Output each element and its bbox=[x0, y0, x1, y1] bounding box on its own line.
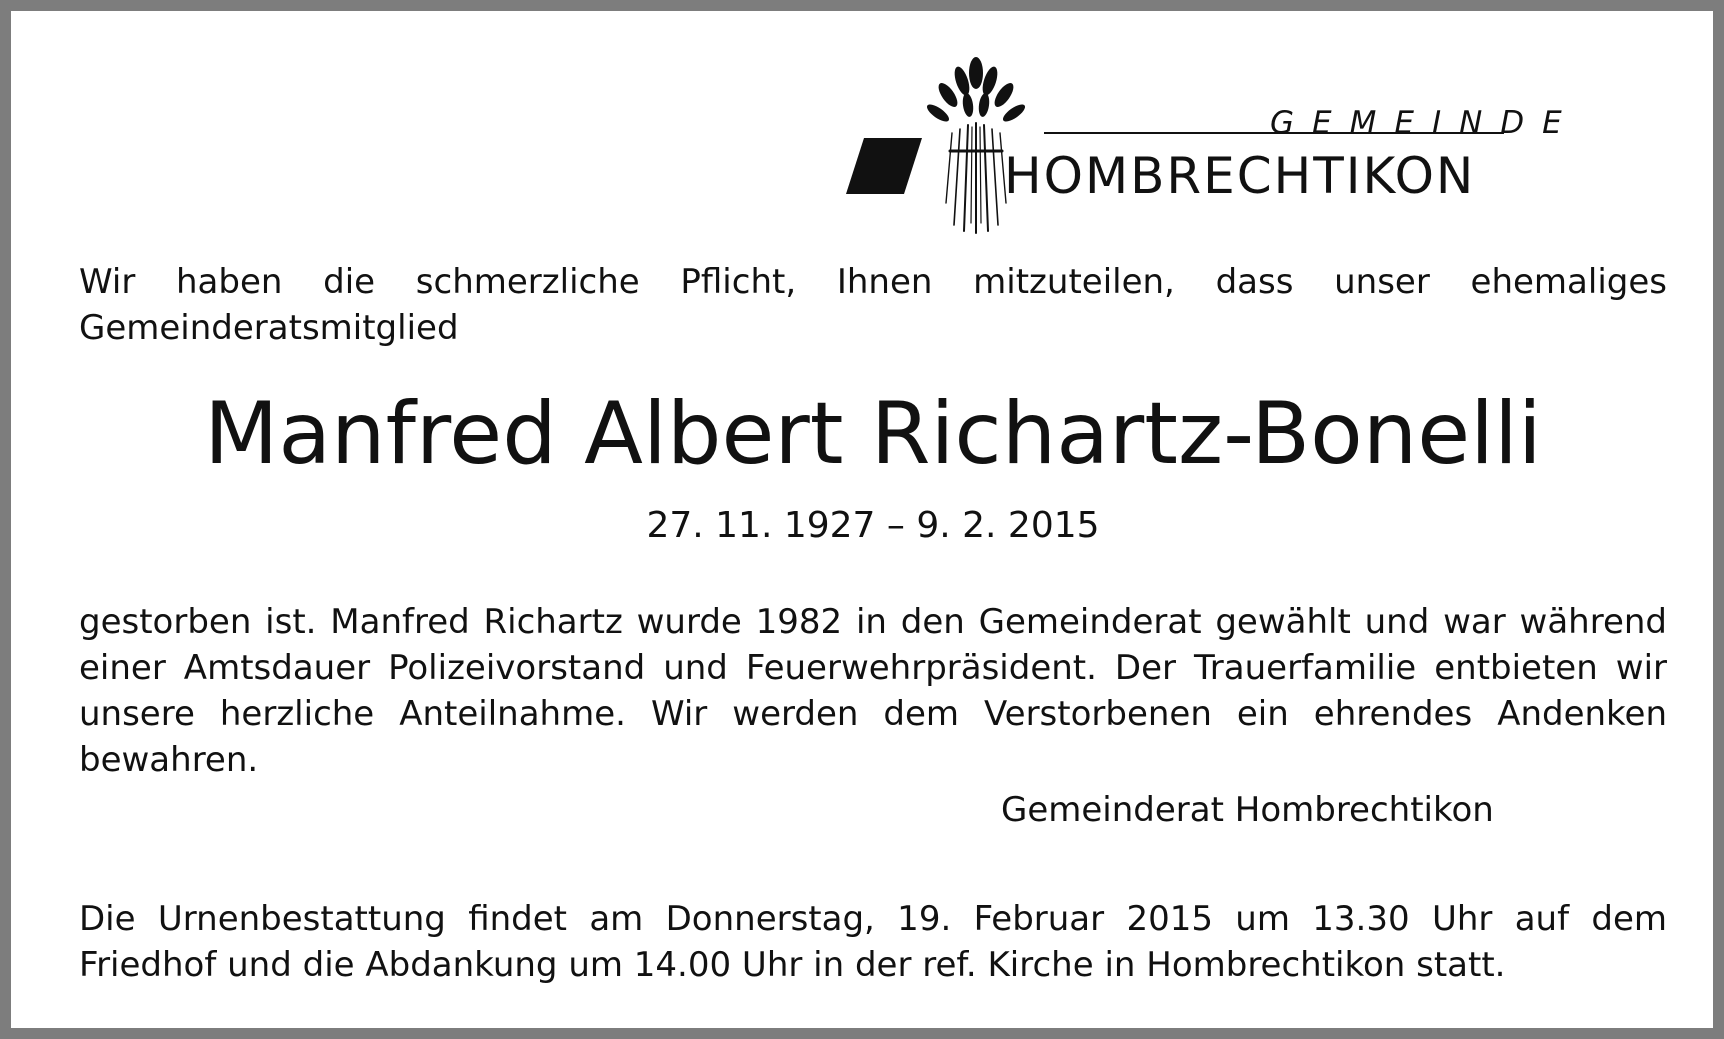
logo-parallelogram-icon bbox=[846, 138, 922, 194]
intro-paragraph: Wir haben die schmerzliche Pflicht, Ihnen mitzuteilen, dass unser ehemaliges Gemeinderatsmitglied bbox=[79, 262, 1667, 348]
logo-municipality-name: HOMBRECHTIKON bbox=[1004, 147, 1476, 205]
signature: Gemeinderat Hombrechtikon bbox=[1001, 790, 1494, 830]
body-paragraph: gestorben ist. Manfred Richartz wurde 1982 in den Gemeinderat gewählt und war während einer Amtsdauer Polizeivorstand und Feuerwehrpräsident. Der Trauerfamilie entbieten wir unsere herzliche Anteilnahme. Wir werden dem Verstorbenen ein ehrendes Andenken bewahren. bbox=[79, 602, 1667, 780]
municipality-logo bbox=[846, 53, 1666, 238]
deceased-name: Manfred Albert Richartz-Bonelli bbox=[204, 384, 1542, 484]
wheat-sheaf-icon bbox=[916, 53, 1036, 238]
burial-paragraph: Die Urnenbestattung findet am Donnerstag, 19. Februar 2015 um 13.30 Uhr auf dem Friedhof und die Abdankung um 14.00 Uhr in der ref. Kirche in Hombrechtikon statt. bbox=[79, 899, 1667, 985]
life-dates: 27. 11. 1927 – 9. 2. 2015 bbox=[646, 505, 1100, 546]
logo-gemeinde-text: GEMEINDE bbox=[1270, 105, 1580, 141]
